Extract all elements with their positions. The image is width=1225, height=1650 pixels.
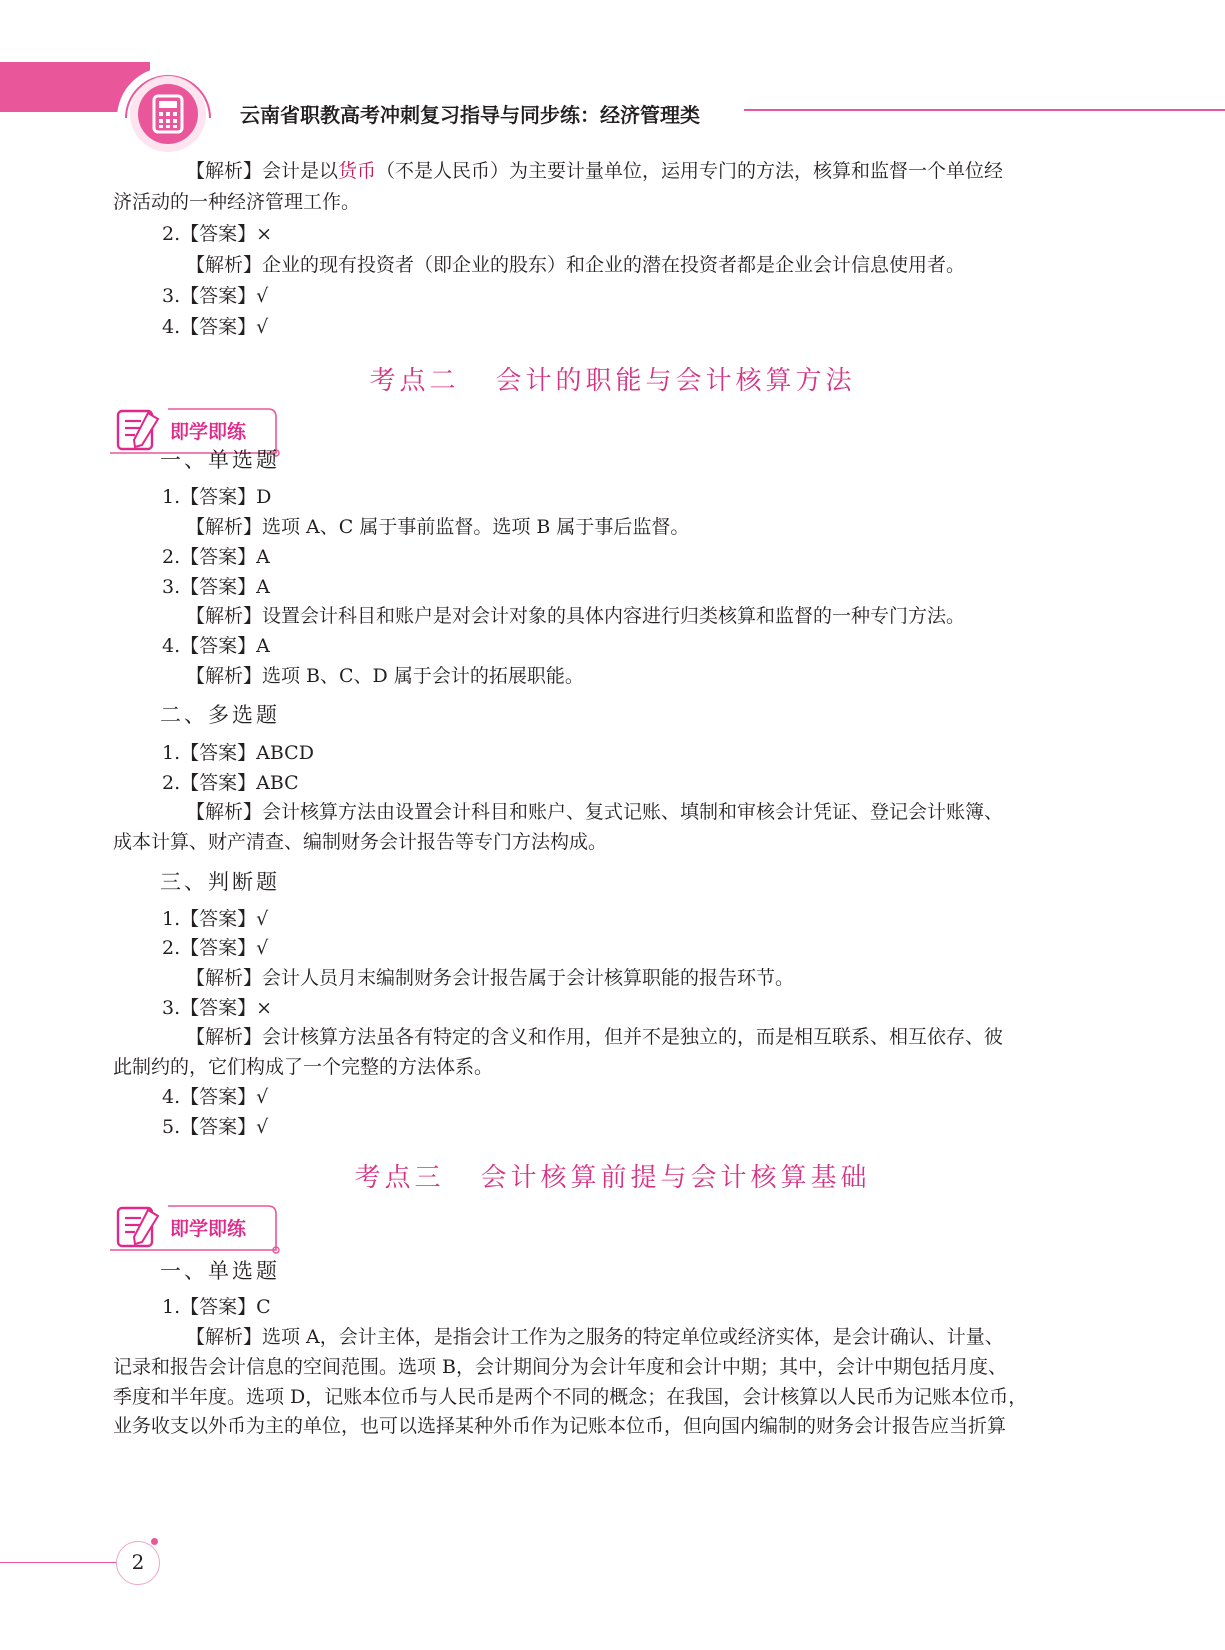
- analysis-line: 成本计算、财产清查、编制财务会计报告等专门方法构成。: [113, 831, 608, 853]
- analysis-line: 【解析】企业的现有投资者（即企业的股东）和企业的潜在投资者都是企业会计信息使用者。: [186, 254, 966, 276]
- page-number-dot: [151, 1538, 158, 1545]
- footer-rule: [0, 1562, 118, 1563]
- question-type-heading: 一、单选题: [160, 1259, 280, 1283]
- section-title-2: 考点二 会计的职能与会计核算方法: [369, 366, 856, 396]
- answer-line: 1.【答案】ABCD: [162, 742, 314, 764]
- analysis-line: 业务收支以外币为主的单位，也可以选择某种外币作为记账本位币，但向国内编制的财务会计报告应当折算: [113, 1415, 1007, 1437]
- highlight-text: 货币: [338, 160, 377, 182]
- analysis-line: 【解析】会计是以货币（不是人民币）为主要计量单位，运用专门的方法，核算和监督一个单位经: [186, 160, 1004, 182]
- answer-line: 1.【答案】D: [162, 486, 272, 508]
- answer-line: 5.【答案】√: [162, 1116, 269, 1138]
- analysis-line: 【解析】会计核算方法虽各有特定的含义和作用，但并不是独立的，而是相互联系、相互依存、彼: [186, 1026, 1004, 1048]
- answer-line: 3.【答案】A: [162, 576, 270, 598]
- badge-label: 即学即练: [170, 1218, 247, 1240]
- analysis-line: 【解析】选项 A、C 属于事前监督。选项 B 属于事后监督。: [186, 516, 690, 538]
- answer-line: 2.【答案】ABC: [162, 772, 299, 794]
- answer-line: 2.【答案】×: [162, 223, 273, 245]
- answer-line: 2.【答案】√: [162, 937, 269, 959]
- analysis-line: 【解析】设置会计科目和账户是对会计对象的具体内容进行归类核算和监督的一种专门方法。: [186, 605, 966, 627]
- book-title: 云南省职教高考冲刺复习指导与同步练：经济管理类: [240, 103, 700, 127]
- answer-line: 2.【答案】A: [162, 546, 270, 568]
- analysis-line: 【解析】会计人员月末编制财务会计报告属于会计核算职能的报告环节。: [186, 967, 795, 989]
- section-title-3: 考点三 会计核算前提与会计核算基础: [354, 1163, 871, 1193]
- page-number: 2: [116, 1541, 160, 1585]
- question-type-heading: 三、判断题: [160, 870, 280, 894]
- analysis-line: 季度和半年度。选项 D，记账本位币与人民币是两个不同的概念；在我国，会计核算以人民币为记账本位币，: [113, 1386, 1028, 1408]
- answer-line: 1.【答案】C: [162, 1296, 271, 1318]
- answer-line: 4.【答案】√: [162, 1086, 269, 1108]
- header-emblem: [116, 66, 220, 170]
- badge-label: 即学即练: [170, 421, 247, 443]
- question-type-heading: 一、单选题: [160, 448, 280, 472]
- analysis-line: 【解析】会计核算方法由设置会计科目和账户、复式记账、填制和审核会计凭证、登记会计账簿、: [186, 801, 1004, 823]
- answer-line: 3.【答案】√: [162, 285, 269, 307]
- analysis-line: 此制约的，它们构成了一个完整的方法体系。: [113, 1056, 494, 1078]
- analysis-line: 济活动的一种经济管理工作。: [113, 191, 361, 213]
- analysis-line: 【解析】选项 B、C、D 属于会计的拓展职能。: [186, 665, 584, 687]
- pencil-note-icon: [118, 1208, 158, 1246]
- analysis-line: 【解析】选项 A，会计主体，是指会计工作为之服务的特定单位或经济实体，是会计确认、计量、: [186, 1326, 1004, 1348]
- header-rule: [744, 109, 1225, 111]
- answer-line: 1.【答案】√: [162, 908, 269, 930]
- answer-line: 4.【答案】√: [162, 316, 269, 338]
- answer-line: 3.【答案】×: [162, 997, 273, 1019]
- pencil-note-icon: [118, 411, 158, 449]
- answer-line: 4.【答案】A: [162, 635, 270, 657]
- practice-badge: [108, 1202, 292, 1262]
- analysis-line: 记录和报告会计信息的空间范围。选项 B，会计期间分为会计年度和会计中期；其中，会计中期包括月度、: [113, 1356, 1008, 1378]
- question-type-heading: 二、多选题: [160, 703, 280, 727]
